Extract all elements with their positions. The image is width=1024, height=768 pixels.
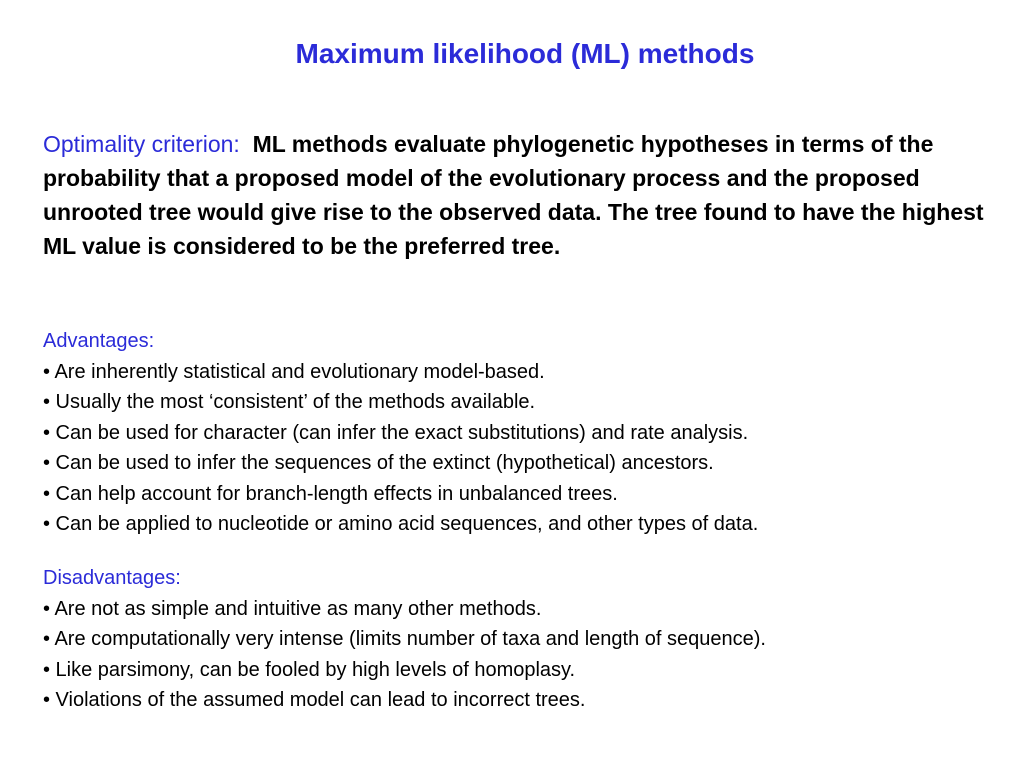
advantage-item: • Can be used to infer the sequences of the extinct (hypothetical) ancestors. — [43, 452, 714, 474]
advantages-heading: Advantages: — [43, 330, 155, 352]
advantage-item: • Can be used for character (can infer the exact substitutions) and rate analysis. — [43, 421, 749, 444]
disadvantage-item: • Like parsimony, can be fooled by high levels of homoplasy. — [43, 658, 576, 681]
advantages-section — [43, 326, 1013, 540]
optimality-criterion-paragraph — [43, 127, 1003, 263]
advantage-item: • Can be applied to nucleotide or amino acid sequences, and other types of data. — [43, 513, 759, 535]
criterion-text: ML methods evaluate phylogenetic hypotheses in terms of the probability that a proposed model of the evolutionary process and the proposed unrooted tree would give rise to the observed data. The tree found to have the highest ML value is considered to be the preferred tree. — [43, 131, 984, 259]
disadvantage-item: • Are computationally very intense (limits number of taxa and length of sequence). — [43, 628, 766, 650]
advantage-item: • Usually the most ‘consistent’ of the methods available. — [43, 391, 536, 413]
criterion-label: Optimality criterion: — [43, 131, 240, 157]
disadvantages-heading: Disadvantages: — [43, 567, 181, 589]
disadvantage-item: • Violations of the assumed model can lead to incorrect trees. — [43, 689, 586, 711]
slide-title: Maximum likelihood (ML) methods — [295, 38, 755, 69]
advantage-item: • Are inherently statistical and evolutionary model-based. — [43, 360, 545, 383]
disadvantages-section — [43, 563, 1013, 716]
advantage-item: • Can help account for branch-length effects in unbalanced trees. — [43, 482, 618, 505]
disadvantage-item: • Are not as simple and intuitive as many other methods. — [43, 597, 542, 620]
